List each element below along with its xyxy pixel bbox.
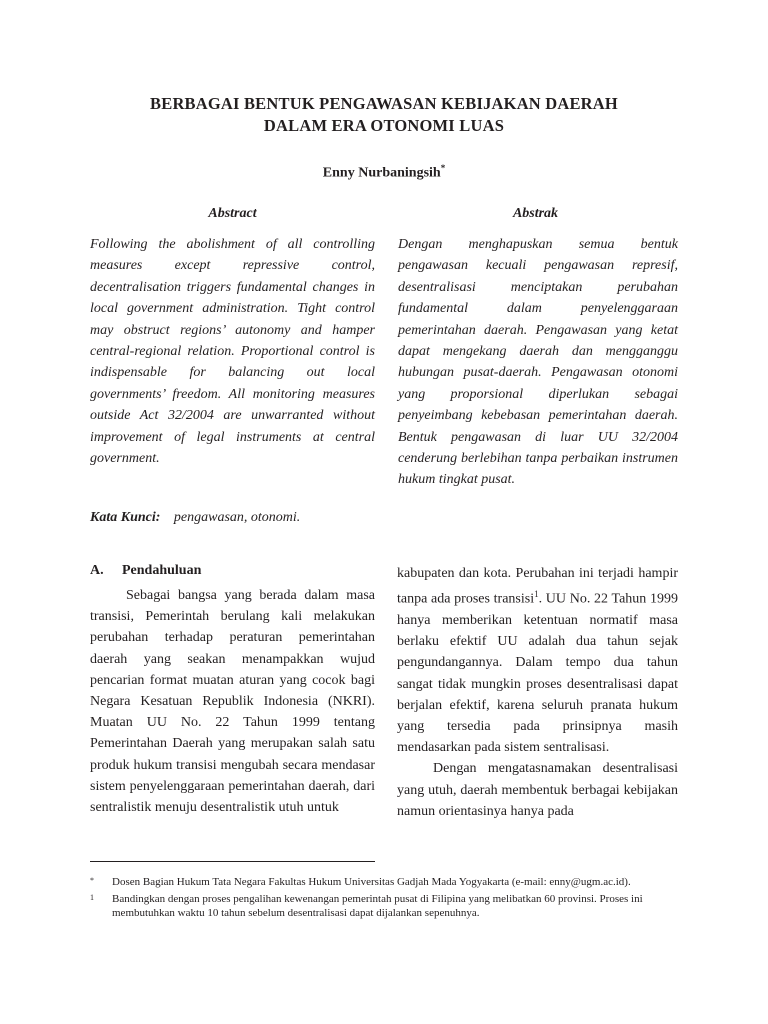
footnote-mark: * xyxy=(90,876,94,885)
body-text: kabupaten dan kota. Perubahan ini terjadi hampir tanpa ada proses transisi xyxy=(397,566,678,607)
abstract-heading-en: Abstract xyxy=(208,206,257,221)
body-text: . UU No. 22 Tahun 1999 hanya memberikan ketentuan normatif masa berlaku efektif UU adalah dua tahun sejak pengundangannya. Dalam tempo dua tahun sangat tidak mungkin proses desentralisasi dapat berjalan efektif, karena seluruh pranata hukum yang tersedia pada prinsipnya masih mendasarkan pada sistem sentralisasi. xyxy=(397,591,678,756)
footnote-item xyxy=(90,892,680,921)
title-line-1: BERBAGAI BENTUK PENGAWASAN KEBIJAKAN DAERAH xyxy=(150,94,618,113)
body-paragraph xyxy=(397,563,678,758)
abstract-text-id: Dengan menghapuskan semua bentuk pengawasan kecuali pengawasan represif, desentralisasi menciptakan perubahan fundamental dalam penyelenggaraan pemerintahan daerah. Pengawasan yang ketat dapat mengekang daerah dan mengganggu hubungan pusat-daerah. Pengawasan otonomi yang proporsional diperlukan sebagai penyeimbang kebebasan pemerintahan daerah. Bentuk pengawasan di luar UU 32/2004 cenderung berlebihan tanpa perbaikan instrumen hukum tingkat pusat. xyxy=(398,237,678,488)
footnote-item xyxy=(90,875,680,890)
author-footnote-mark: * xyxy=(440,163,446,173)
author-line xyxy=(90,163,678,182)
keywords-label: Kata Kunci: xyxy=(90,510,161,525)
section-heading xyxy=(90,563,201,579)
footnote-text: Bandingkan dengan proses pengalihan kewenangan pemerintah pusat di Filipina yang melibatkan 60 provinsi. Proses ini membutuhkan waktu 10 tahun sebelum desentralisasi dapat dijalankan sepenuhnya. xyxy=(112,892,643,919)
article-title xyxy=(90,93,678,137)
footnote-mark: 1 xyxy=(90,892,94,902)
body-column-right xyxy=(397,563,678,822)
footnotes xyxy=(90,875,680,923)
title-line-2: DALAM ERA OTONOMI LUAS xyxy=(263,116,505,135)
body-paragraph: Sebagai bangsa yang berada dalam masa transisi, Pemerintah berulang kali melakukan perubahan terhadap peraturan pemerintahan daerah yang seakan menampakkan wujud pencarian format muatan aturan yang cocok bagi Negara Kesatuan Republik Indonesia (NKRI). Muatan UU No. 22 Tahun 1999 tentang Pemerintahan Daerah yang merupakan salah satu produk hukum transisi mengubah secara mendasar sistem penyelenggaraan pemerintahan daerah, dari sentralistik menuju desentralistik utuh untuk xyxy=(90,588,375,816)
footnote-text: Dosen Bagian Hukum Tata Negara Fakultas Hukum Universitas Gadjah Mada Yogyakarta (e-mail: enny@ugm.ac.id). xyxy=(112,876,631,888)
author-name: Enny Nurbaningsih xyxy=(322,165,441,181)
body-column-left xyxy=(90,585,375,818)
footnote-divider xyxy=(90,861,375,862)
footnote-ref-1[interactable]: 1 xyxy=(534,589,539,600)
abstract-heading-id: Abstrak xyxy=(512,206,559,221)
keywords xyxy=(90,510,678,526)
section-title: Pendahuluan xyxy=(122,563,202,578)
body-paragraph: Dengan mengatasnamakan desentralisasi yang utuh, daerah membentuk berbagai kebijakan namun orientasinya hanya pada xyxy=(397,761,678,819)
keywords-value: pengawasan, otonomi. xyxy=(173,510,301,525)
section-number: A. xyxy=(90,563,104,578)
abstract-text-en: Following the abolishment of all controlling measures except repressive control, decentralisation triggers fundamental changes in local government administration. Tight control may obstruct regions’ autonomy and hamper central-regional relation. Proportional control is indispensable for balancing out local governments’ freedom. All monitoring measures outside Act 32/2004 are unwarranted without improvement of legal instruments at central government. xyxy=(90,237,375,467)
